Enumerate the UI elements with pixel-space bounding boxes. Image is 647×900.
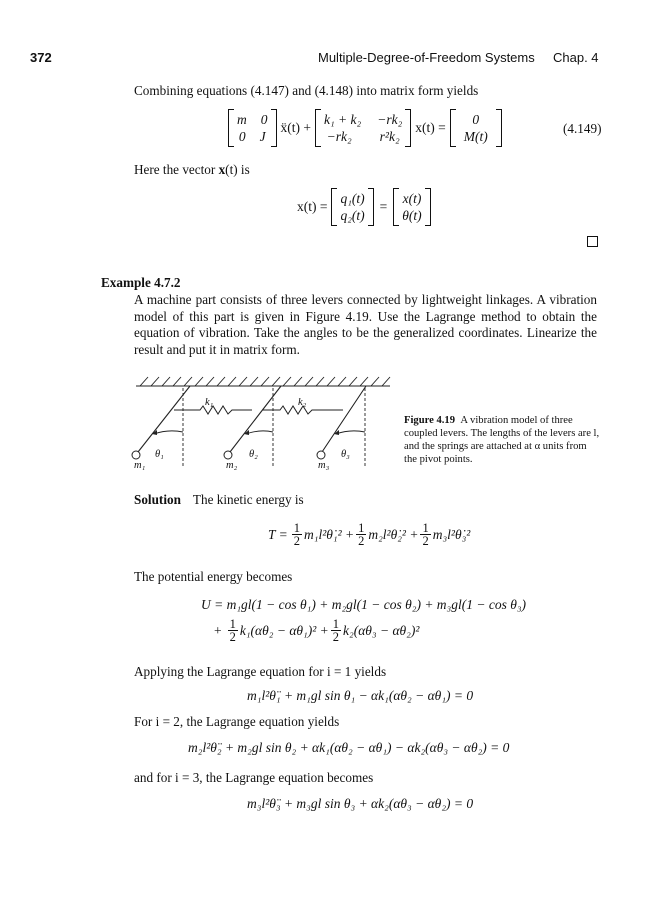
- vector-intro-c: (t) is: [225, 162, 250, 177]
- figure-caption: [404, 414, 600, 466]
- equation-number: (4.149): [563, 121, 602, 136]
- lagrange-1-equation: m₁l²θ̈₁ + m₁gl sin θ₁ − αk₁(αθ₂ − αθ₁) = 0: [247, 688, 474, 703]
- stiffness-matrix-cell: r²k₂: [379, 129, 400, 144]
- figure-4-19: [128, 376, 400, 476]
- lagrange-3-text: and for i = 3, the Lagrange equation becomes: [134, 770, 374, 785]
- vector-lhs: x(t) =: [297, 199, 328, 214]
- U-term-2: k₂(αθ₃ − αθ₂)²: [343, 622, 420, 638]
- levers: [138, 386, 366, 452]
- force-vector: [450, 109, 502, 147]
- mass-2-circle: [224, 451, 232, 459]
- solution-label: Solution: [134, 492, 181, 507]
- label-theta3: θ₃: [341, 449, 350, 460]
- solution-line: [134, 492, 304, 508]
- stiffness-matrix-cell: −rk₂: [326, 129, 352, 144]
- mass-1-circle: [132, 451, 140, 459]
- lagrange-1-text: Applying the Lagrange equation for i = 1 yields: [134, 664, 387, 679]
- label-theta2: θ₂: [249, 449, 258, 460]
- example-statement: A machine part consists of three levers connected by lightweight linkages. A vibration model of this part is given in Figure 4.19. Use the Lagrange method to obtain the equation of vibration. Take the angles to be the generalized coordinates. Linearize the result and put it in matrix form.: [134, 292, 597, 357]
- force-vector-cell: M(t): [463, 129, 488, 144]
- half-fraction: $\frac{1}{2}$: [422, 521, 429, 548]
- half-fraction: $\frac{1}{2}$: [293, 521, 300, 548]
- lagrange-2-equation: m₂l²θ̈₂ + m₂gl sin θ₂ + αk₁(αθ₂ − αθ₁) − αk₂(αθ₃ − αθ₂) = 0: [188, 740, 510, 755]
- label-m3: m₃: [318, 460, 330, 471]
- label-k1: k₁: [205, 397, 214, 408]
- label-m2: m₂: [226, 460, 238, 471]
- vector-equation: [297, 188, 431, 226]
- kinetic-text: The kinetic energy is: [192, 492, 304, 507]
- T-lhs: T =: [268, 526, 288, 542]
- potential-energy-line-2: [214, 618, 419, 643]
- x-vector: [393, 188, 430, 226]
- combining-text: Combining equations (4.147) and (4.148) into matrix form yields: [134, 83, 479, 98]
- mass-matrix-cell: 0: [238, 129, 246, 144]
- U-term-1: k₁(αθ₂ − αθ₁)² +: [239, 622, 329, 638]
- plus-sign: +: [214, 622, 222, 638]
- mass-matrix: [228, 109, 277, 147]
- q-vector-cell: q₂(t): [340, 208, 365, 223]
- half-fraction: $\frac{1}{2}$: [358, 521, 365, 548]
- label-theta1: θ₁: [155, 449, 164, 460]
- lagrange-3-equation: m₃l²θ̈₃ + m₃gl sin θ₃ + αk₂(αθ₃ − αθ₂) = 0: [247, 796, 474, 811]
- figure-caption-text: A vibration model of three coupled levers. The lengths of the levers are l, and the springs are attached at α units from the pivot points.: [404, 415, 600, 465]
- half-fraction: $\frac{1}{2}$: [229, 617, 236, 644]
- q-vector: [331, 188, 373, 226]
- running-title: Multiple-Degree-of-Freedom Systems: [318, 50, 535, 65]
- potential-text: The potential energy becomes: [134, 569, 293, 584]
- figure-caption-label: Figure 4.19: [404, 415, 456, 426]
- q-vector-cell: q₁(t): [340, 191, 365, 206]
- half-fraction: $\frac{1}{2}$: [332, 617, 340, 644]
- stiffness-matrix-cell: k₁ + k₂: [323, 112, 362, 127]
- end-of-example-box: [587, 236, 598, 247]
- kinetic-energy-equation: [268, 522, 470, 547]
- lagrange-2-text: For i = 2, the Lagrange equation yields: [134, 714, 340, 729]
- x-vector-cell: x(t): [402, 191, 422, 206]
- vector-intro-a: Here the vector: [134, 162, 219, 177]
- mass-3-circle: [317, 451, 325, 459]
- mass-matrix-cell: m: [237, 112, 247, 127]
- T-term-2: m₂l²θ̇₂² +: [368, 526, 419, 542]
- equation-4-149: [228, 109, 502, 147]
- mass-matrix-cell: 0: [260, 112, 268, 127]
- angle-arcs: [154, 431, 365, 434]
- vector-equals: =: [379, 199, 388, 214]
- vector-intro-b: x: [218, 162, 226, 177]
- T-term-3: m₃l²θ̇₃²: [432, 526, 471, 542]
- chapter-label: Chap. 4: [553, 50, 599, 65]
- label-k2: k₂: [298, 397, 307, 408]
- x-vector-cell: θ(t): [402, 208, 422, 223]
- example-title: Example 4.7.2: [101, 275, 181, 290]
- force-vector-cell: 0: [472, 112, 480, 127]
- x-equals-term: x(t) =: [415, 120, 446, 135]
- potential-energy-line-1: U = m₁gl(1 − cos θ₁) + m₂gl(1 − cos θ₂) + m₃gl(1 − cos θ₃): [201, 597, 527, 612]
- stiffness-matrix: [315, 109, 411, 147]
- xddot-term: ẍ(t) +: [280, 120, 311, 135]
- ceiling-hatching: [140, 377, 390, 386]
- T-term-1: m₁l²θ̇₁² +: [304, 526, 355, 542]
- vector-intro-text: [134, 162, 250, 178]
- stiffness-matrix-cell: −rk₂: [377, 112, 403, 127]
- label-m1: m₁: [134, 460, 146, 471]
- mass-matrix-cell: J: [259, 129, 266, 144]
- page-number: 372: [30, 50, 52, 65]
